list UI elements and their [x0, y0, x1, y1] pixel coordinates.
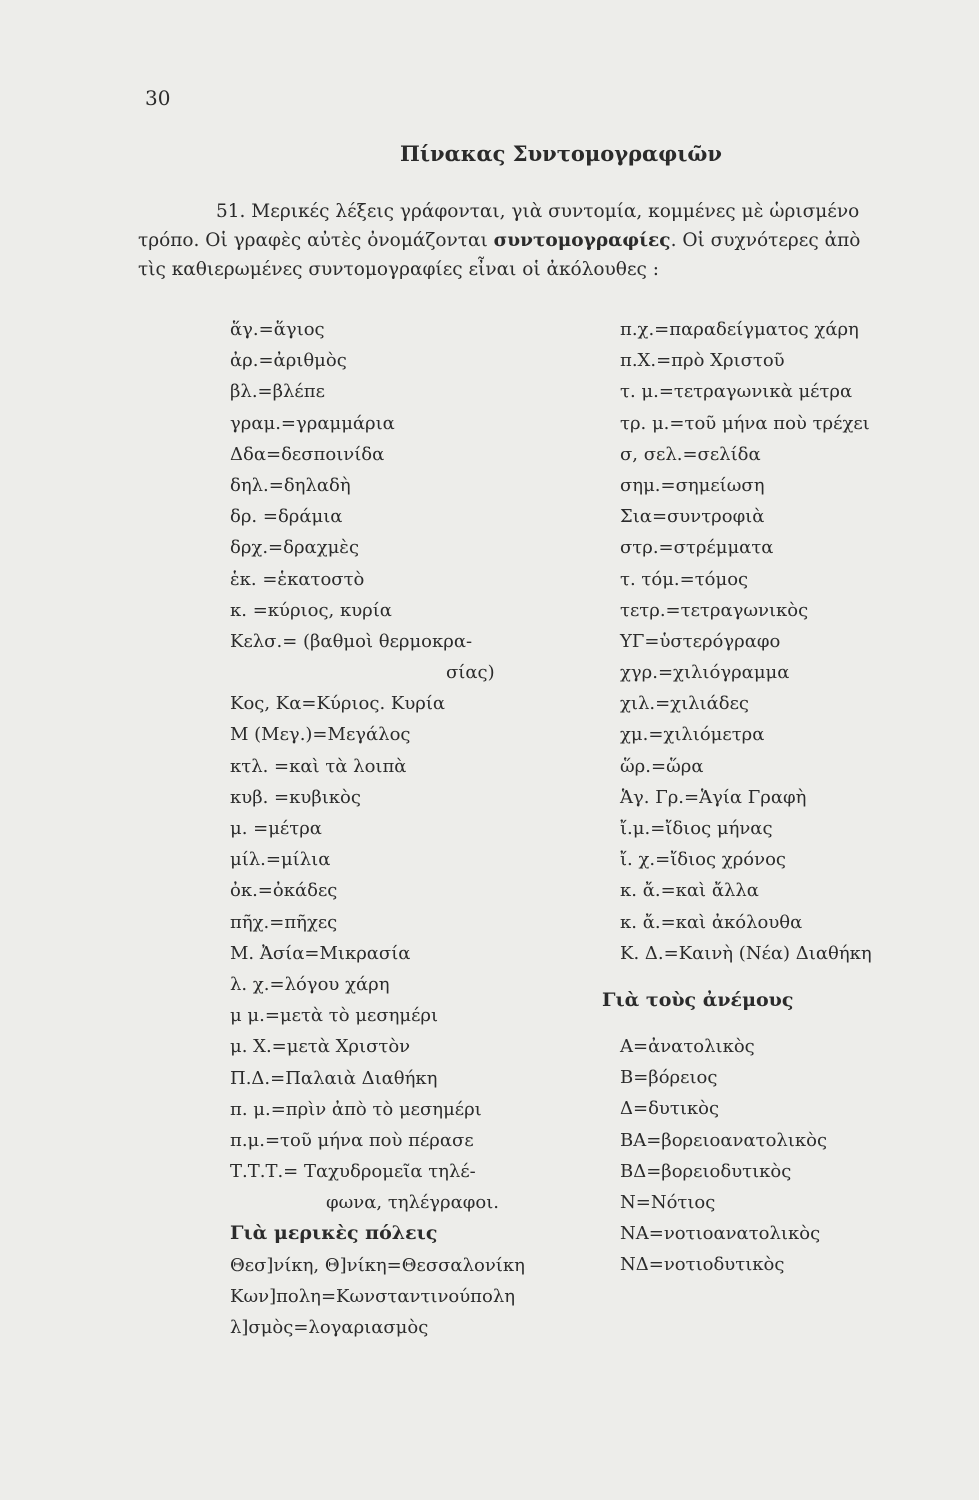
abbr-entry: κτλ. =καὶ τὰ λοιπὰ	[230, 755, 407, 777]
abbr-entry: Κ. Δ.=Καινὴ (Νέα) Διαθήκη	[620, 942, 872, 964]
abbr-entry: λ. χ.=λόγου χάρη	[230, 973, 390, 995]
abbr-entry: μίλ.=μίλια	[230, 849, 331, 871]
abbr-entry: ΒΔ=βορειοδυτικὸς	[620, 1160, 792, 1182]
abbr-entry: Π.Δ.=Παλαιὰ Διαθήκη	[230, 1067, 438, 1089]
intro-paragraph	[138, 197, 958, 284]
abbr-entry: κ. ἄ.=καὶ ἀκόλουθα	[620, 911, 803, 933]
abbr-entry: λ]σμὸς=λογαριασμὸς	[230, 1317, 429, 1338]
abbr-entry: μ. =μέτρα	[230, 818, 322, 839]
abbr-entry: πῆχ.=πῆχες	[230, 911, 338, 933]
abbr-entry: Β=βόρειος	[620, 1067, 718, 1089]
abbr-entry: ὀκ.=ὀκάδες	[230, 880, 338, 902]
abbr-entry: δηλ.=δηλαδὴ	[230, 474, 351, 496]
abbr-entry: κ. ἄ.=καὶ ἄλλα	[620, 880, 759, 902]
abbr-entry: ἀρ.=ἀριθμὸς	[230, 350, 347, 372]
abbr-entry: κυβ. =κυβικὸς	[230, 786, 361, 808]
abbr-entry: μ μ.=μετὰ τὸ μεσημέρι	[230, 1005, 439, 1027]
abbr-entry: Κων]πολη=Κωνσταντινούπολη	[230, 1285, 516, 1307]
abbr-entry: χγρ.=χιλιόγραμμα	[620, 662, 790, 684]
page-number: 30	[145, 86, 171, 110]
abbr-entry: Κελσ.= (βαθμοὶ θερμοκρα-	[230, 630, 473, 652]
section-heading-winds: Γιὰ τοὺς ἀνέμους	[602, 988, 794, 1011]
abbr-entry: ΝΔ=νοτιοδυτικὸς	[620, 1254, 785, 1276]
abbr-entry: τετρ.=τετραγωνικὸς	[620, 599, 809, 621]
abbr-entry: ἴ. χ.=ἴδιος χρόνος	[620, 849, 786, 871]
abbr-entry: ἴ.μ.=ἴδιος μήνας	[620, 818, 773, 839]
abbr-entry: Μ. Ἀσία=Μικρασία	[230, 942, 411, 964]
abbr-entry: ΝΑ=νοτιοανατολικὸς	[620, 1223, 821, 1245]
abbr-entry: Δδα=δεσποινίδα	[230, 443, 385, 465]
intro-line-3: τὶς καθιερωμένες συντομογραφίες εἶναι οἱ ἀκόλουθες :	[138, 259, 659, 280]
emphasis-term: συντομογραφίες	[493, 230, 671, 251]
abbr-entry: χιλ.=χιλιάδες	[620, 693, 750, 715]
abbr-entry: τ. τόμ.=τόμος	[620, 568, 749, 590]
abbr-entry: στρ.=στρέμματα	[620, 537, 774, 559]
abbr-entry: Θεσ]νίκη, Θ]νίκη=Θεσσαλονίκη	[230, 1254, 525, 1276]
intro-line-1: 51. Μερικές λέξεις γράφονται, γιὰ συντομία, κομμένες μὲ ὡρισμένο	[216, 201, 860, 222]
abbr-entry: κ. =κύριος, κυρία	[230, 599, 392, 621]
abbr-entry: Α=ἀνατολικὸς	[620, 1035, 755, 1057]
abbr-entry: ΥΓ=ὑστερόγραφο	[620, 630, 781, 652]
abbr-entry: Μ (Μεγ.)=Μεγάλος	[230, 724, 411, 746]
abbr-entry: π.μ.=τοῦ μήνα ποὺ πέρασε	[230, 1129, 474, 1151]
abbr-entry: Τ.Τ.Τ.= Ταχυδρομεῖα τηλέ-	[230, 1161, 476, 1183]
abbr-entry: γραμ.=γραμμάρια	[230, 412, 395, 434]
abbr-entry: π.Χ.=πρὸ Χριστοῦ	[620, 350, 785, 372]
abbr-entry: Δ=δυτικὸς	[620, 1098, 720, 1120]
abbr-entry: ἑκ. =ἑκατοστὸ	[230, 568, 365, 590]
abbr-entry: Ἁγ. Γρ.=Ἁγία Γραφὴ	[620, 786, 807, 808]
abbreviations-right-column	[602, 314, 872, 1280]
abbr-entry: σ, σελ.=σελίδα	[620, 443, 761, 465]
abbreviations-left-column	[230, 314, 525, 1343]
abbr-entry: Ν=Νότιος	[620, 1191, 716, 1213]
abbr-entry-continuation: σίας)	[446, 662, 495, 684]
page-title: Πίνακας Συντομογραφιῶν	[400, 141, 722, 166]
abbr-entry: τ. μ.=τετραγωνικὰ μέτρα	[620, 381, 853, 403]
abbr-entry: ὥρ.=ὥρα	[620, 755, 704, 777]
abbr-entry: δρ. =δράμια	[230, 506, 343, 528]
abbr-entry: τρ. μ.=τοῦ μήνα ποὺ τρέχει	[620, 412, 870, 434]
abbr-entry: χμ.=χιλιόμετρα	[620, 724, 765, 746]
abbr-entry: Σια=συντροφιὰ	[620, 506, 765, 528]
abbr-entry: ἅγ.=ἅγιος	[230, 319, 325, 340]
section-heading-cities: Γιὰ μερικὲς πόλεις	[230, 1222, 438, 1245]
abbr-entry: δρχ.=δραχμὲς	[230, 537, 360, 559]
abbr-entry: π.χ.=παραδείγματος χάρη	[620, 319, 859, 340]
intro-line-2: τρόπο. Οἱ γραφὲς αὐτὲς ὀνομάζονται συντομογραφίες. Οἱ συχνότερες ἀπὸ	[138, 230, 861, 251]
abbr-entry: μ. Χ.=μετὰ Χριστὸν	[230, 1036, 411, 1058]
abbr-entry-continuation: φωνα, τηλέγραφοι.	[326, 1192, 500, 1214]
abbr-entry: π. μ.=πρὶν ἀπὸ τὸ μεσημέρι	[230, 1098, 482, 1120]
abbr-entry: σημ.=σημείωση	[620, 474, 765, 496]
abbr-entry: βλ.=βλέπε	[230, 381, 325, 403]
abbr-entry: ΒΑ=βορειοανατολικὸς	[620, 1129, 828, 1151]
abbr-entry: Κος, Κα=Κύριος. Κυρία	[230, 693, 446, 715]
